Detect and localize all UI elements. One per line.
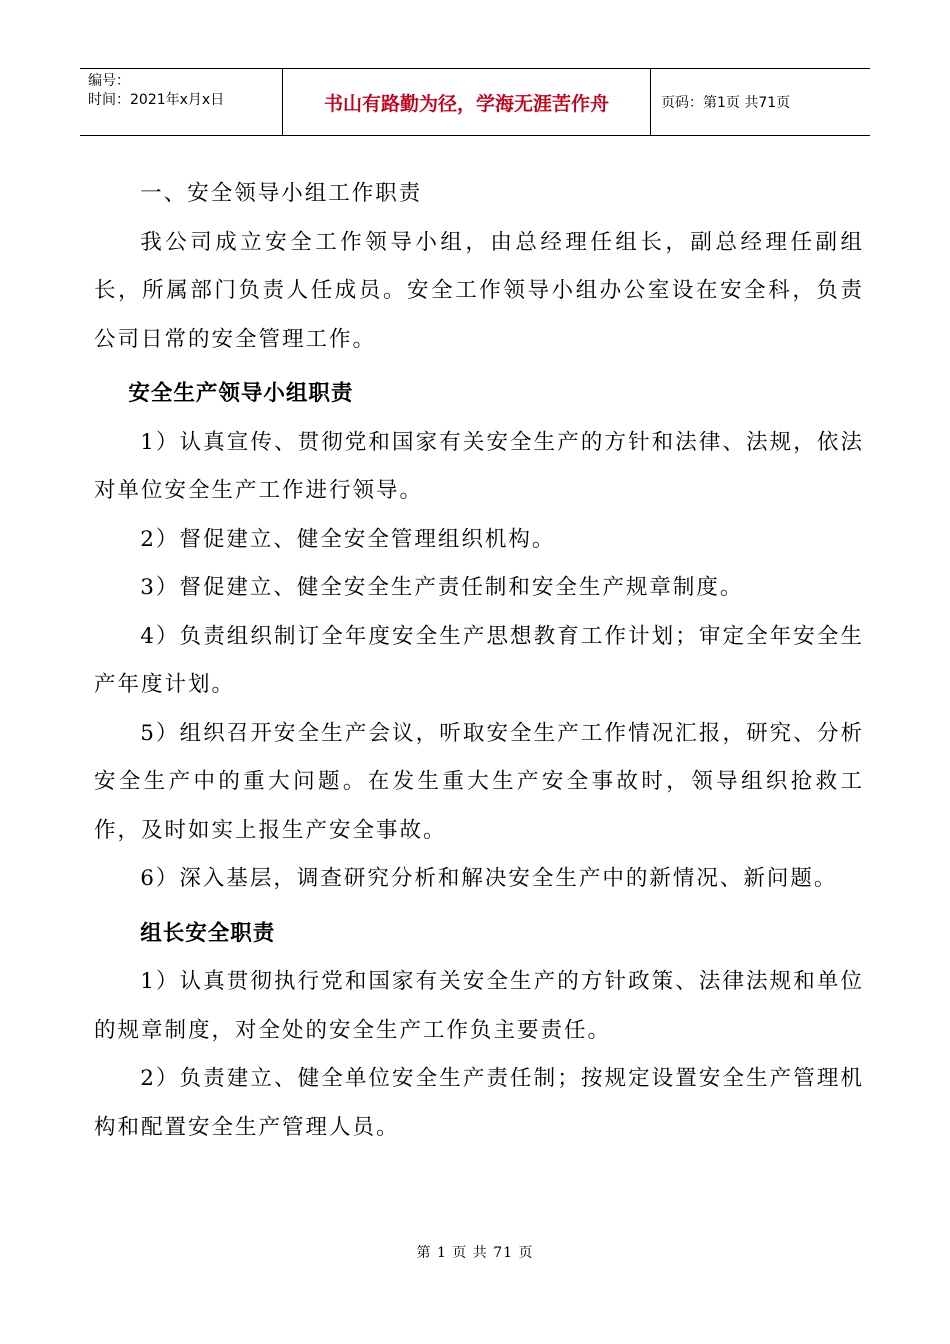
list-item: 3）督促建立、健全安全生产责任制和安全生产规章制度。 <box>140 575 744 600</box>
list-item: 1）认真贯彻执行党和国家有关安全生产的方针政策、法律法规和单位的规章制度，对全处的安全生产工作负主要责任。 <box>94 969 864 1043</box>
document-number-label: 编号： <box>88 73 130 89</box>
section-title: 一、安全领导小组工作职责 <box>140 181 423 206</box>
page-footer: 第 1 页 共 71 页 <box>416 1245 534 1261</box>
document-time-label: 时间：2021年x月x日 <box>88 92 225 108</box>
list-item: 4）负责组织制订全年度安全生产思想教育工作计划；审定全年安全生产年度计划。 <box>94 623 864 697</box>
document-header <box>80 68 870 136</box>
subsection-title-leader-duties: 组长安全职责 <box>140 920 276 946</box>
subsection-title-leadership-group: 安全生产领导小组职责 <box>128 381 354 406</box>
intro-paragraph: 我公司成立安全工作领导小组，由总经理任组长，副总经理任副组长，所属部门负责人任成员。安全工作领导小组办公室设在安全科，负责公司日常的安全管理工作。 <box>94 229 864 352</box>
list-item: 2）负责建立、健全单位安全生产责任制；按规定设置安全生产管理机构和配置安全生产管理人员。 <box>94 1066 864 1140</box>
header-page-info: 页码：第1页 共71页 <box>661 95 791 111</box>
list-item: 6）深入基层，调查研究分析和解决安全生产中的新情况、新问题。 <box>140 866 838 891</box>
header-meta <box>80 69 283 135</box>
document-body <box>94 170 864 1152</box>
list-item: 1）认真宣传、贯彻党和国家有关安全生产的方针和法律、法规，依法对单位安全生产工作进行领导。 <box>94 429 864 503</box>
list-item: 2）督促建立、健全安全管理组织机构。 <box>140 526 556 552</box>
list-item: 5）组织召开安全生产会议，听取安全生产工作情况汇报，研究、分析安全生产中的重大问题。在发生重大生产安全事故时，领导组织抢救工作，及时如实上报生产安全事故。 <box>94 720 864 843</box>
header-motto: 书山有路勤为径，学海无涯苦作舟 <box>283 69 651 135</box>
